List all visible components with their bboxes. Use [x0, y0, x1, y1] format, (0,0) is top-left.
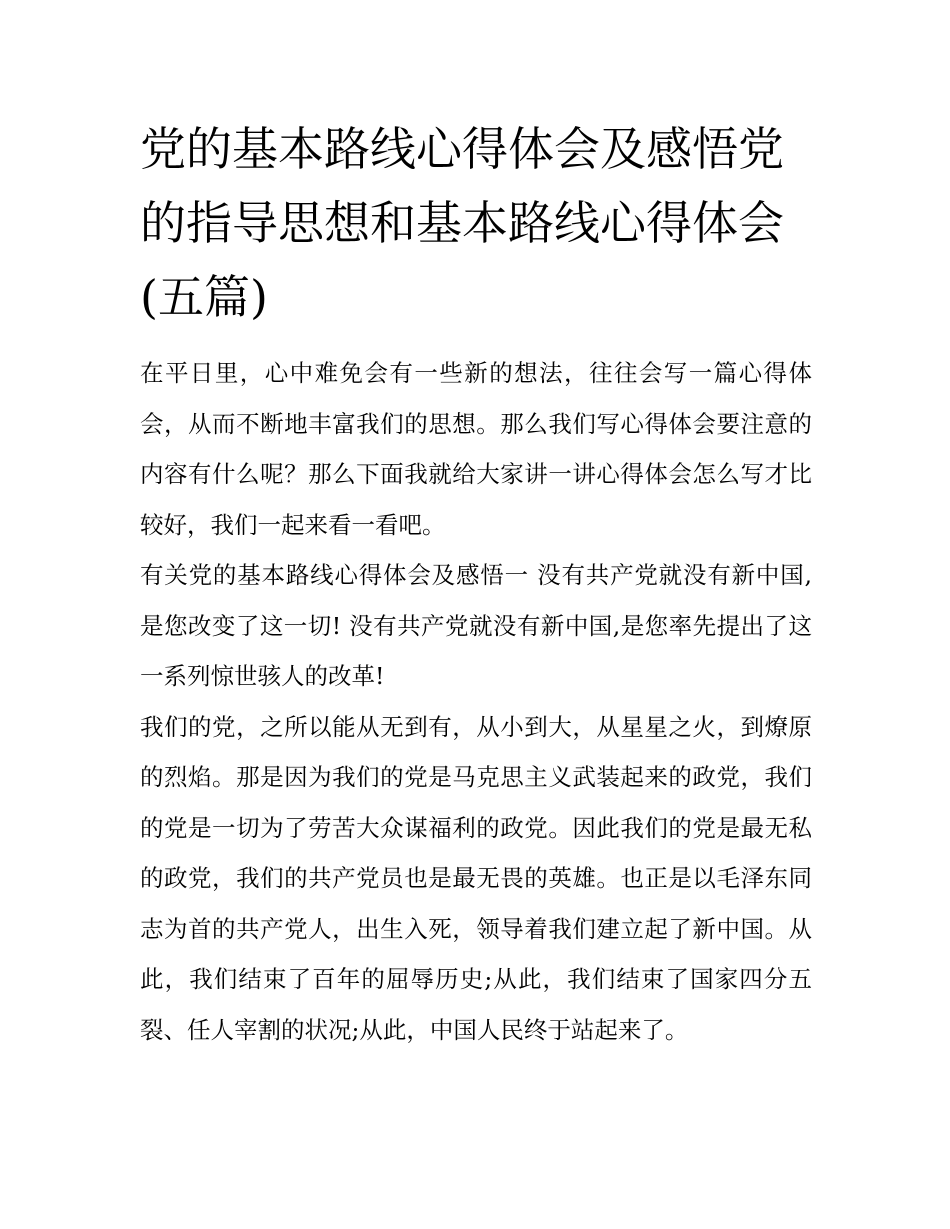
paragraph-party-history: 我们的党，之所以能从无到有，从小到大，从星星之火，到燎原的烈焰。那是因为我们的党是马克思主义武装起来的政党，我们的党是一切为了劳苦大众谋福利的政党。因此我们的党是最无私的政党，我们的共产党员也是最无畏的英雄。也正是以毛泽东同志为首的共产党人，出生入死，领导着我们建立起了新中国。从此，我们结束了百年的屈辱历史;从此，我们结束了国家四分五裂、任人宰割的状况;从此，中国人民终于站起来了。 — [140, 712, 812, 1044]
paragraph-section-one: 有关党的基本路线心得体会及感悟一 没有共产党就没有新中国,是您改变了这一切! 没有共产党就没有新中国,是您率先提出了这一系列惊世骇人的改革! — [140, 561, 812, 690]
document-title: 党的基本路线心得体会及感悟党的指导思想和基本路线心得体会(五篇) — [140, 122, 784, 324]
document-page — [140, 112, 812, 1055]
paragraph-intro: 在平日里，心中难免会有一些新的想法，往往会写一篇心得体会，从而不断地丰富我们的思想。那么我们写心得体会要注意的内容有什么呢？那么下面我就给大家讲一讲心得体会怎么写才比较好，我们一起来看一看吧。 — [140, 359, 812, 539]
